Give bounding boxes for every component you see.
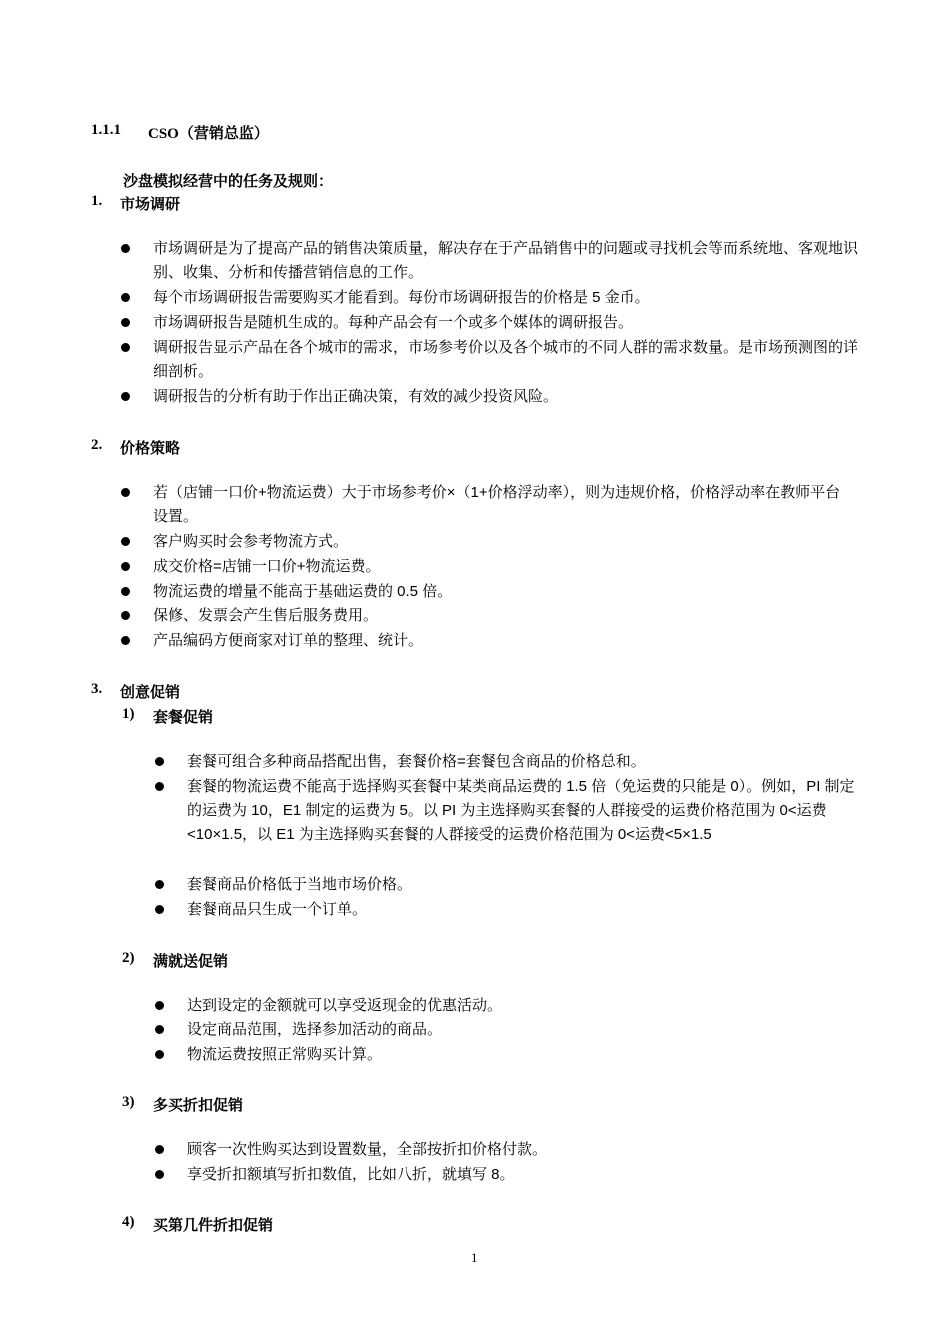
list-item: 享受折扣额填写折扣数值，比如八折，就填写 8。 — [187, 1166, 515, 1183]
subsection-2-title: 满就送促销 — [153, 954, 229, 970]
bullet-icon — [155, 1170, 164, 1179]
subtitle: 沙盘模拟经营中的任务及规则： — [123, 174, 334, 190]
list-item: 顾客一次性购买达到设置数量，全部按折扣价格付款。 — [187, 1141, 548, 1158]
list-item: 物流运费的增量不能高于基础运费的 0.5 倍。 — [153, 583, 453, 600]
list-item: 调研报告的分析有助于作出正确决策，有效的减少投资风险。 — [153, 388, 559, 405]
subsection-1-number: 1) — [122, 706, 135, 722]
list-item: 达到设定的金额就可以享受返现金的优惠活动。 — [187, 997, 503, 1014]
section-number: 1.1.1 — [91, 122, 121, 138]
list-item: 套餐可组合多种商品搭配出售，套餐价格=套餐包含商品的价格总和。 — [187, 753, 646, 770]
bullet-icon — [155, 905, 164, 914]
list-item: 每个市场调研报告需要购买才能看到。每份市场调研报告的价格是 5 金币。 — [153, 289, 650, 306]
list-item: 成交价格=店铺一口价+物流运费。 — [153, 558, 381, 575]
bullet-icon — [121, 244, 130, 253]
section-2-number: 2. — [91, 437, 103, 453]
section-1-title: 市场调研 — [120, 197, 181, 213]
bullet-icon — [155, 757, 164, 766]
bullet-icon — [121, 562, 130, 571]
list-item: 产品编码方便商家对订单的整理、统计。 — [153, 632, 424, 649]
bullet-icon — [121, 392, 130, 401]
bullet-icon — [155, 1050, 164, 1059]
list-item: 客户购买时会参考物流方式。 — [153, 533, 349, 550]
section-title: CSO（营销总监） — [148, 126, 269, 142]
list-item: 物流运费按照正常购买计算。 — [187, 1046, 383, 1063]
bullet-icon — [155, 1001, 164, 1010]
subsection-3-title: 多买折扣促销 — [153, 1098, 244, 1114]
section-3-title: 创意促销 — [120, 685, 181, 701]
subsection-4-title: 买第几件折扣促销 — [153, 1218, 274, 1234]
section-3-number: 3. — [91, 681, 103, 697]
bullet-icon — [121, 537, 130, 546]
section-2-title: 价格策略 — [120, 441, 181, 457]
list-item: 套餐商品价格低于当地市场价格。 — [187, 876, 413, 893]
subsection-4-number: 4) — [122, 1214, 135, 1230]
list-item: 套餐商品只生成一个订单。 — [187, 901, 368, 918]
bullet-icon — [121, 587, 130, 596]
list-item: 套餐的物流运费不能高于选择购买套餐中某类商品运费的 1.5 倍（免运费的只能是 0）。例如，PI 制定的运费为 10，E1 制定的运费为 5。以 PI 为主选择购买套餐的人群接受的运费价格范围为 0<运费<10×1.5，以 E1 为主选择购买套餐的人群接受的运费价格范围为 0<运费<5×1.5 — [187, 778, 855, 843]
list-item: 设定商品范围，选择参加活动的商品。 — [187, 1021, 443, 1038]
bullet-icon — [121, 636, 130, 645]
bullet-icon — [155, 1025, 164, 1034]
subsection-1-title: 套餐促销 — [153, 710, 214, 726]
list-item: 市场调研是为了提高产品的销售决策质量，解决存在于产品销售中的问题或寻找机会等而系统地、客观地识别、收集、分析和传播营销信息的工作。 — [153, 240, 859, 281]
bullet-icon — [121, 293, 130, 302]
list-item: 保修、发票会产生售后服务费用。 — [153, 607, 379, 624]
list-item: 调研报告显示产品在各个城市的需求，市场参考价以及各个城市的不同人群的需求数量。是市场预测图的详细剖析。 — [153, 339, 859, 380]
section-1-number: 1. — [91, 193, 103, 209]
bullet-icon — [121, 318, 130, 327]
list-item: 市场调研报告是随机生成的。每种产品会有一个或多个媒体的调研报告。 — [153, 314, 634, 331]
bullet-icon — [121, 488, 130, 497]
bullet-icon — [155, 1145, 164, 1154]
subsection-3-number: 3) — [122, 1094, 135, 1110]
subsection-2-number: 2) — [122, 950, 135, 966]
page-number: 1 — [471, 1250, 478, 1265]
bullet-icon — [121, 343, 130, 352]
bullet-icon — [155, 880, 164, 889]
bullet-icon — [121, 611, 130, 620]
list-item: 若（店铺一口价+物流运费）大于市场参考价×（1+价格浮动率），则为违规价格，价格浮动率在教师平台设置。 — [153, 484, 841, 525]
bullet-icon — [155, 782, 164, 791]
